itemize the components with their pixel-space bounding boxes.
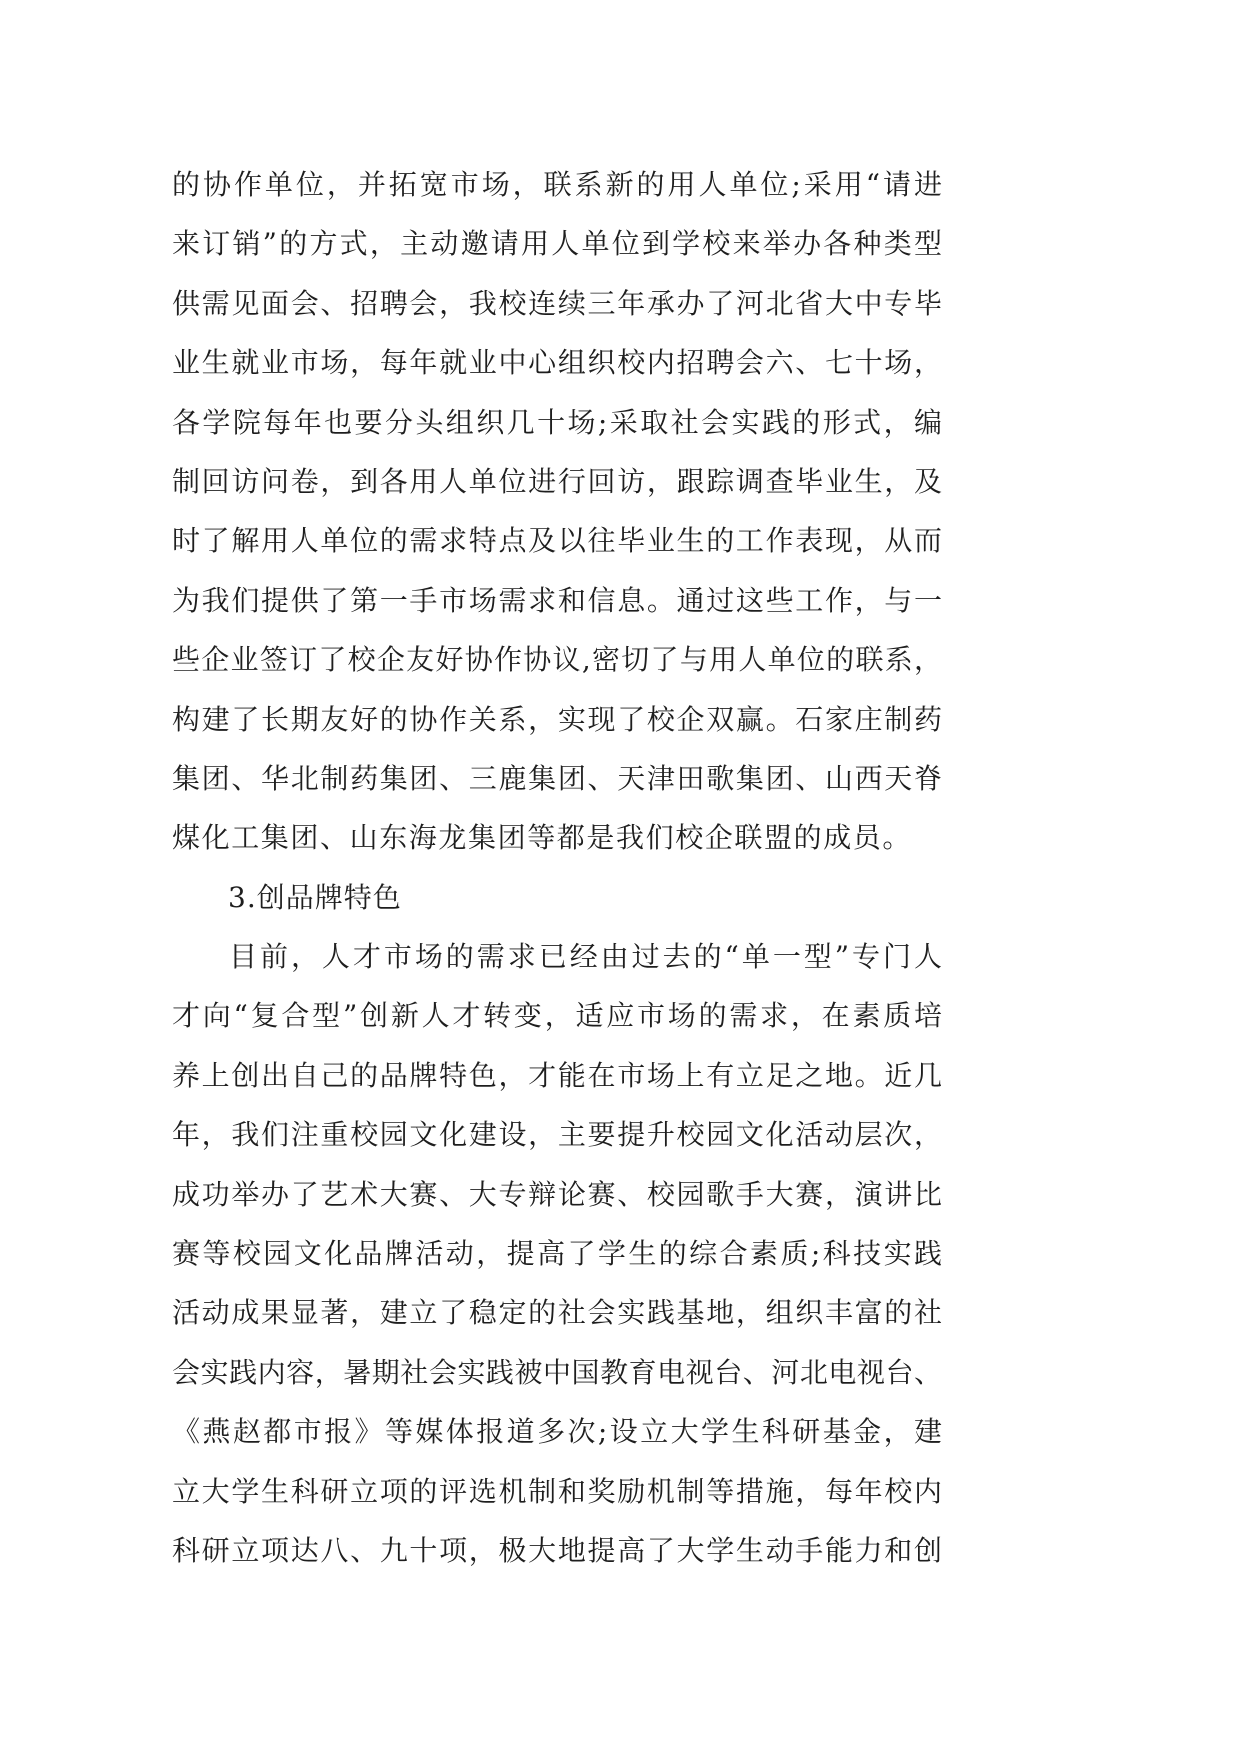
text-line: 供需见面会、招聘会，我校连续三年承办了河北省大中专毕 [172,286,942,320]
paragraph-2 [172,927,942,1580]
text-line: 的协作单位，并拓宽市场，联系新的用人单位;采用“请进 [172,168,942,201]
text-line: 成功举办了艺术大赛、大专辩论赛、校园歌手大赛，演讲比 [172,1177,942,1211]
text-line: 养上创出自己的品牌特色，才能在市场上有立足之地。近几 [172,1058,942,1092]
text-line: 构建了长期友好的协作关系，实现了校企双赢。石家庄制药 [172,702,942,736]
body-text [172,155,942,1580]
text-line: 制回访问卷，到各用人单位进行回访，跟踪调查毕业生，及 [172,464,942,498]
text-line: 业生就业市场，每年就业中心组织校内招聘会六、七十场， [172,346,942,380]
text-line: 集团、华北制药集团、三鹿集团、天津田歌集团、山西天脊 [172,761,942,795]
text-line: 年，我们注重校园文化建设，主要提升校园文化活动层次， [172,1118,942,1152]
text-line: 立大学生科研立项的评选机制和奖励机制等措施，每年校内 [172,1474,942,1508]
text-line: 《燕赵都市报》等媒体报道多次;设立大学生科研基金，建 [172,1415,942,1449]
text-line: 会实践内容，暑期社会实践被中国教育电视台、河北电视台、 [172,1355,942,1389]
section-heading: 3.创品牌特色 [228,880,402,914]
paragraph-1 [172,155,942,868]
text-line: 才向“复合型”创新人才转变，适应市场的需求，在素质培 [172,999,942,1033]
text-line: 为我们提供了第一手市场需求和信息。通过这些工作，与一 [172,583,942,617]
text-line: 煤化工集团、山东海龙集团等都是我们校企联盟的成员。 [172,821,913,855]
text-line: 各学院每年也要分头组织几十场;采取社会实践的形式，编 [172,405,942,439]
text-line: 赛等校园文化品牌活动，提高了学生的综合素质;科技实践 [172,1237,942,1271]
text-line: 些企业签订了校企友好协作协议,密切了与用人单位的联系， [172,643,942,677]
text-line: 目前，人才市场的需求已经由过去的“单一型”专门人 [229,940,942,974]
text-line: 科研立项达八、九十项，极大地提高了大学生动手能力和创 [172,1533,942,1567]
text-line: 来订销”的方式，主动邀请用人单位到学校来举办各种类型 [172,227,942,261]
text-line: 活动成果显著，建立了稳定的社会实践基地，组织丰富的社 [172,1296,942,1330]
text-line: 时了解用人单位的需求特点及以往毕业生的工作表现，从而 [172,524,942,558]
